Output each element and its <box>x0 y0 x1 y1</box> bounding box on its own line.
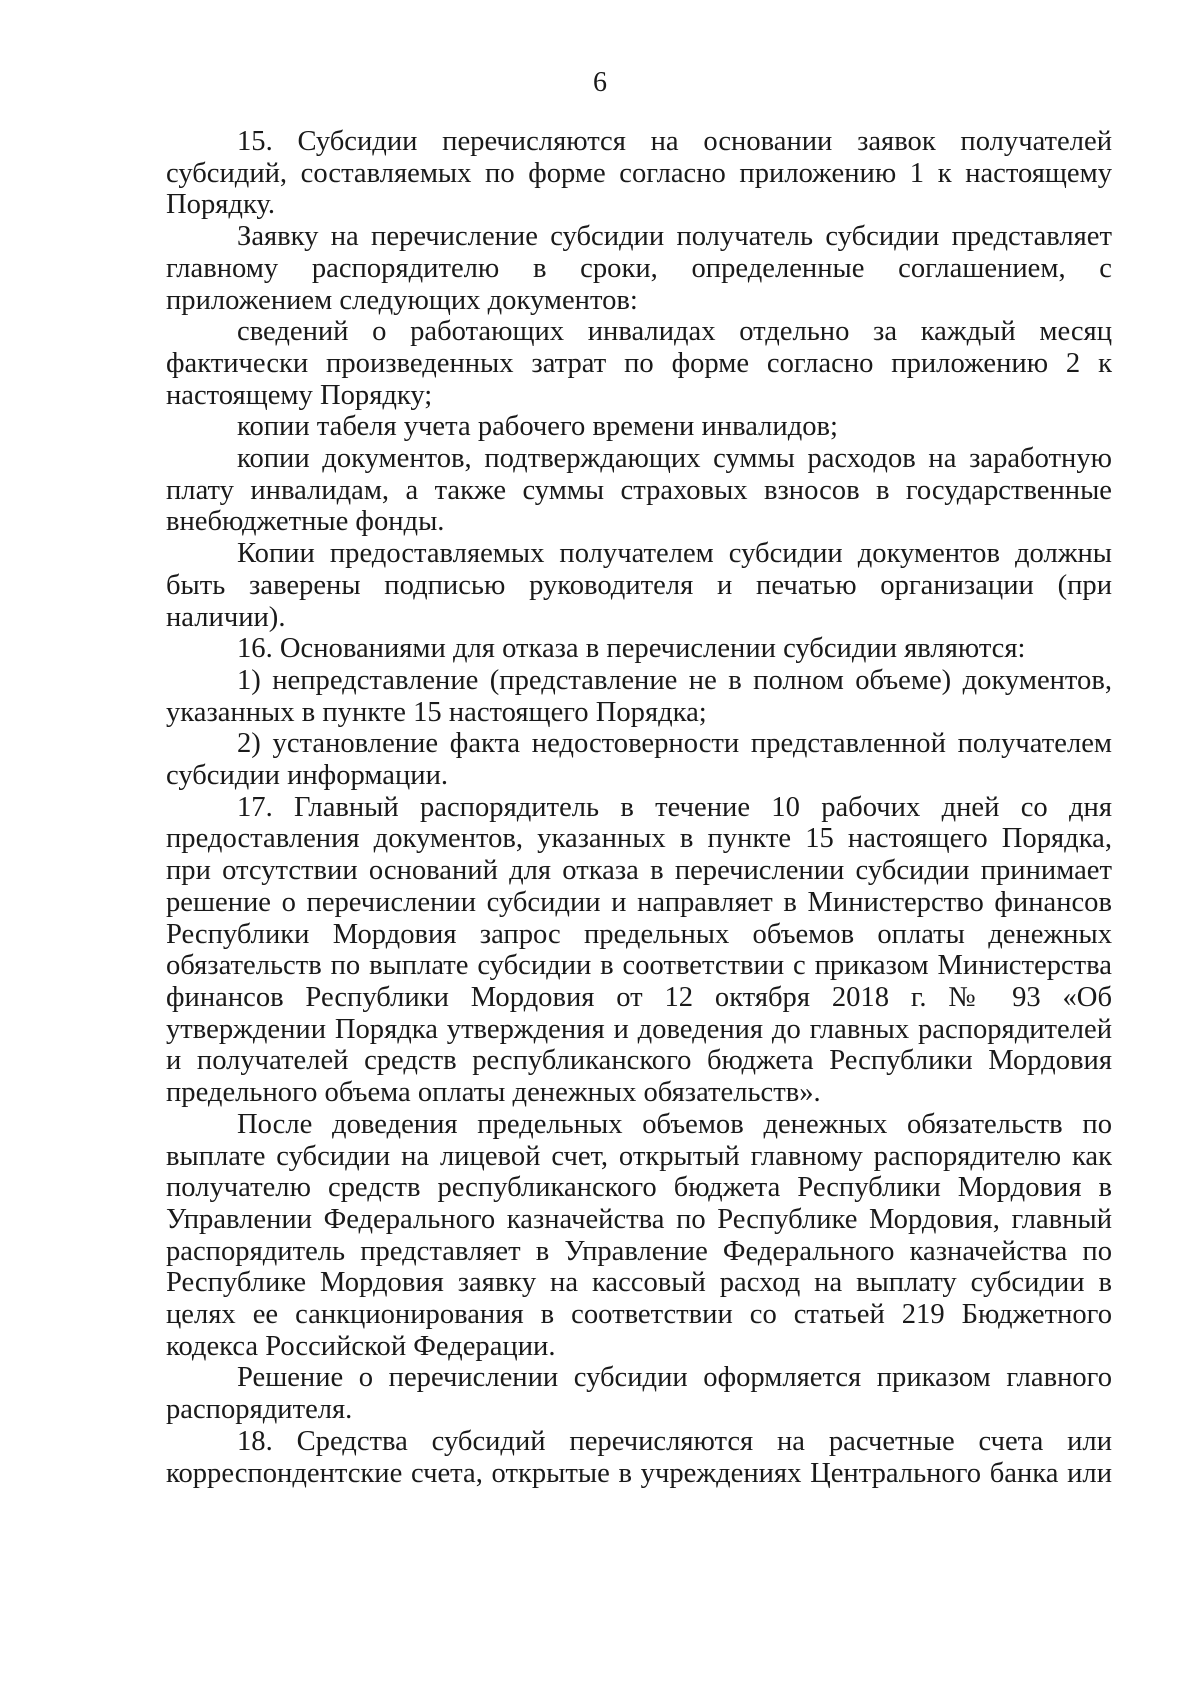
paragraph-16: 16. Основаниями для отказа в перечислении субсидии являются: <box>237 633 1026 665</box>
paragraph-order-decision: Решение о перечислении субсидии оформляется приказом главного распорядителя. <box>166 1362 1112 1426</box>
document-body <box>166 126 1112 1489</box>
paragraph-certified-copies: Копии предоставляемых получателем субсидии документов должны быть заверены подписью руководителя и печатью организации (при наличии). <box>166 538 1112 633</box>
page-number: 6 <box>593 67 607 98</box>
paragraph-salary-documents: копии документов, подтверждающих суммы расходов на заработную плату инвалидам, а также суммы страховых взносов в государственные внебюджетные фонды. <box>166 443 1112 538</box>
paragraph-16-item-1: 1) непредставление (представление не в полном объеме) документов, указанных в пункте 15 настоящего Порядка; <box>166 664 1112 728</box>
paragraph-18: 18. Средства субсидий перечисляются на расчетные счета или корреспондентские счета, открытые в учреждениях Центрального банка или <box>166 1425 1112 1489</box>
paragraph-16-item-2: 2) установление факта недостоверности представленной получателем субсидии информации. <box>166 728 1112 792</box>
paragraph-cash-expense-request: После доведения предельных объемов денежных обязательств по выплате субсидии на лицевой счет, открытый главному распорядителю как получателю средств республиканского бюджета Республики Мордовия в Управлении Федерального казначейства по Республике Мордовия, главный распорядитель представляет в Управление Федерального казначейства по Республике Мордовия заявку на кассовый расход на выплату субсидии в целях ее санкционирования в соответствии со статьей 219 Бюджетного кодекса Российской Федерации. <box>166 1108 1112 1362</box>
paragraph-application-request: Заявку на перечисление субсидии получатель субсидии представляет главному распорядителю в сроки, определенные соглашением, с приложением следующих документов: <box>166 221 1112 316</box>
paragraph-disabled-workers-info: сведений о работающих инвалидах отдельно за каждый месяц фактически произведенных затрат по форме согласно приложению 2 к настоящему Порядку; <box>166 316 1112 411</box>
paragraph-timesheet-copies: копии табеля учета рабочего времени инвалидов; <box>237 411 838 443</box>
paragraph-17: 17. Главный распорядитель в течение 10 рабочих дней со дня предоставления документов, указанных в пункте 15 настоящего Порядка, при отсутствии оснований для отказа в перечислении субсидии принимает решение о перечислении субсидии и направляет в Министерство финансов Республики Мордовия запрос предельных объемов оплаты денежных обязательств по выплате субсидии в соответствии с приказом Министерства финансов Республики Мордовия от 12 октября 2018 г. № 93 «Об утверждении Порядка утверждения и доведения до главных распорядителей и получателей средств республиканского бюджета Республики Мордовия предельного объема оплаты денежных обязательств». <box>166 791 1112 1109</box>
paragraph-15: 15. Субсидии перечисляются на основании заявок получателей субсидий, составляемых по форме согласно приложению 1 к настоящему Порядку. <box>166 126 1112 221</box>
